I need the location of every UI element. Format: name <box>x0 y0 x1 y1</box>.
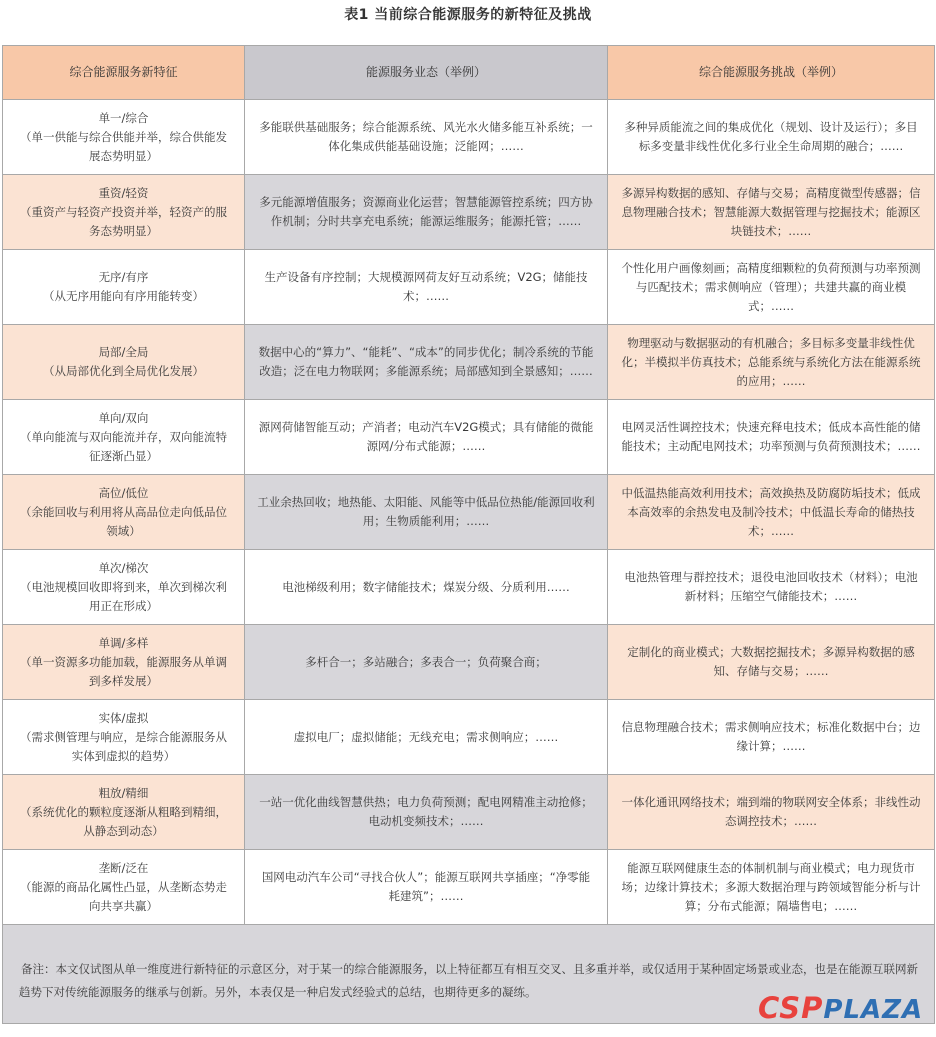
challenge-cell: 中低温热能高效利用技术；高效换热及防腐防垢技术；低成本高效率的余热发电及制冷技术；中低温长寿命的储热技术；…… <box>608 475 935 550</box>
feature-title: 粗放/精细 <box>98 785 149 800</box>
feature-desc: （单一资源多功能加载，能源服务从单调到多样发展） <box>20 654 227 688</box>
feature-desc: （系统优化的颗粒度逐渐从粗略到精细，从静态到动态） <box>20 804 227 838</box>
feature-desc: （单一供能与综合供能并举，综合供能发展态势明显） <box>20 129 227 163</box>
table-row <box>3 775 935 850</box>
feature-title: 单次/梯次 <box>98 560 149 575</box>
table-row <box>3 850 935 925</box>
business-cell: 国网电动汽车公司“寻找合伙人”；能源互联网共享插座；“净零能耗建筑”；…… <box>245 850 608 925</box>
table-row <box>3 400 935 475</box>
feature-desc: （电池规模回收即将到来，单次到梯次利用正在形成） <box>20 579 227 613</box>
feature-title: 单向/双向 <box>98 410 149 425</box>
feature-cell <box>3 550 245 625</box>
table-row <box>3 700 935 775</box>
header-challenge: 综合能源服务挑战（举例） <box>608 46 935 100</box>
feature-desc: （从局部优化到全局优化发展） <box>43 364 204 378</box>
business-cell: 源网荷储智能互动；产消者；电动汽车V2G模式；具有储能的微能源网/分布式能源；…… <box>245 400 608 475</box>
csp-plaza-watermark-logo <box>758 991 928 1027</box>
table-row <box>3 250 935 325</box>
feature-cell <box>3 700 245 775</box>
challenge-cell: 一体化通讯网络技术；端到端的物联网安全体系；非线性动态调控技术；…… <box>608 775 935 850</box>
feature-table <box>2 45 935 1024</box>
feature-desc: （从无序用能向有序用能转变） <box>43 289 204 303</box>
business-cell: 一站一优化曲线智慧供热；电力负荷预测；配电网精准主动抢修；电动机变频技术；…… <box>245 775 608 850</box>
feature-cell <box>3 850 245 925</box>
watermark-blue-text: PLAZA <box>823 995 924 1025</box>
challenge-cell: 电网灵活性调控技术；快速充释电技术；低成本高性能的储能技术；主动配电网技术；功率预测与负荷预测技术；…… <box>608 400 935 475</box>
business-cell: 多元能源增值服务；资源商业化运营；智慧能源管控系统；四方协作机制；分时共享充电系统；能源运维服务；能源托管；…… <box>245 175 608 250</box>
challenge-cell: 个性化用户画像刻画；高精度细颗粒的负荷预测与功率预测与匹配技术；需求侧响应（管理）；共建共赢的商业模式；…… <box>608 250 935 325</box>
business-cell: 工业余热回收；地热能、太阳能、风能等中低品位热能/能源回收利用；生物质能利用；…… <box>245 475 608 550</box>
business-cell: 虚拟电厂；虚拟储能；无线充电；需求侧响应；…… <box>245 700 608 775</box>
business-cell: 多能联供基础服务；综合能源系统、风光水火储多能互补系统；一体化集成供能基础设施；泛能网；…… <box>245 100 608 175</box>
feature-desc: （单向能流与双向能流并存，双向能流特征逐渐凸显） <box>20 429 227 463</box>
feature-title: 局部/全局 <box>98 345 149 359</box>
note-text: 备注：本文仅试图从单一维度进行新特征的示意区分，对于某一的综合能源服务，以上特征都互有相互交叉、且多重并举，或仅适用于某种固定场景或业态，也是在能源互联网新趋势下对传统能源服务的继承与创新。另外，本表仅是一种启发式经验式的总结，也期待更多的凝练。 <box>19 962 918 999</box>
feature-cell <box>3 475 245 550</box>
feature-cell <box>3 625 245 700</box>
feature-title: 无序/有序 <box>98 270 149 284</box>
header-feature: 综合能源服务新特征 <box>3 46 245 100</box>
feature-cell <box>3 100 245 175</box>
table-row <box>3 625 935 700</box>
challenge-cell: 电池热管理与群控技术；退役电池回收技术（材料）；电池新材料；压缩空气储能技术；…… <box>608 550 935 625</box>
feature-cell <box>3 250 245 325</box>
header-business: 能源服务业态（举例） <box>245 46 608 100</box>
business-cell: 多杆合一；多站融合；多表合一；负荷聚合商； <box>245 625 608 700</box>
feature-title: 单调/多样 <box>98 635 149 650</box>
feature-title: 重资/轻资 <box>98 185 149 200</box>
challenge-cell: 定制化的商业模式；大数据挖掘技术；多源异构数据的感知、存储与交易；…… <box>608 625 935 700</box>
business-cell: 生产设备有序控制；大规模源网荷友好互动系统；V2G；储能技术；…… <box>245 250 608 325</box>
challenge-cell: 能源互联网健康生态的体制机制与商业模式；电力现货市场；边缘计算技术；多源大数据治理与跨领域智能分析与计算；分布式能源；隔墙售电；…… <box>608 850 935 925</box>
feature-cell <box>3 775 245 850</box>
table-row <box>3 475 935 550</box>
challenge-cell: 多源异构数据的感知、存储与交易；高精度微型传感器；信息物理融合技术；智慧能源大数据管理与挖掘技术；能源区块链技术；…… <box>608 175 935 250</box>
feature-cell <box>3 175 245 250</box>
feature-desc: （重资产与轻资产投资并举，轻资产的服务态势明显） <box>20 204 227 238</box>
watermark-red-text: CSP <box>758 991 824 1025</box>
business-cell: 电池梯级利用；数字储能技术；煤炭分级、分质利用…… <box>245 550 608 625</box>
feature-desc: （余能回收与利用将从高品位走向低品位领域） <box>20 504 227 538</box>
table-row <box>3 550 935 625</box>
table-row <box>3 100 935 175</box>
challenge-cell: 信息物理融合技术；需求侧响应技术；标准化数据中台；边缘计算；…… <box>608 700 935 775</box>
feature-title: 实体/虚拟 <box>98 710 149 725</box>
challenge-cell: 多种异质能流之间的集成优化（规划、设计及运行）；多目标多变量非线性优化多行业全生命周期的融合；…… <box>608 100 935 175</box>
table-title: 表1 当前综合能源服务的新特征及挑战 <box>344 7 592 23</box>
challenge-cell: 物理驱动与数据驱动的有机融合；多目标多变量非线性优化；半模拟半仿真技术；总能系统与系统化方法在能源系统的应用；…… <box>608 325 935 400</box>
table-row <box>3 325 935 400</box>
feature-title: 高位/低位 <box>98 485 149 500</box>
feature-title: 垄断/泛在 <box>98 860 149 875</box>
table-body <box>3 100 935 1024</box>
business-cell: 数据中心的“算力”、“能耗”、“成本”的同步优化；制冷系统的节能改造；泛在电力物联网；多能源系统；局部感知到全景感知；…… <box>245 325 608 400</box>
feature-desc: （能源的商品化属性凸显，从垄断态势走向共享共赢） <box>20 879 227 913</box>
feature-desc: （需求侧管理与响应，是综合能源服务从实体到虚拟的趋势） <box>20 729 227 763</box>
feature-title: 单一/综合 <box>98 110 149 125</box>
feature-cell <box>3 325 245 400</box>
table-row <box>3 175 935 250</box>
table-header-row <box>3 46 935 100</box>
feature-cell <box>3 400 245 475</box>
